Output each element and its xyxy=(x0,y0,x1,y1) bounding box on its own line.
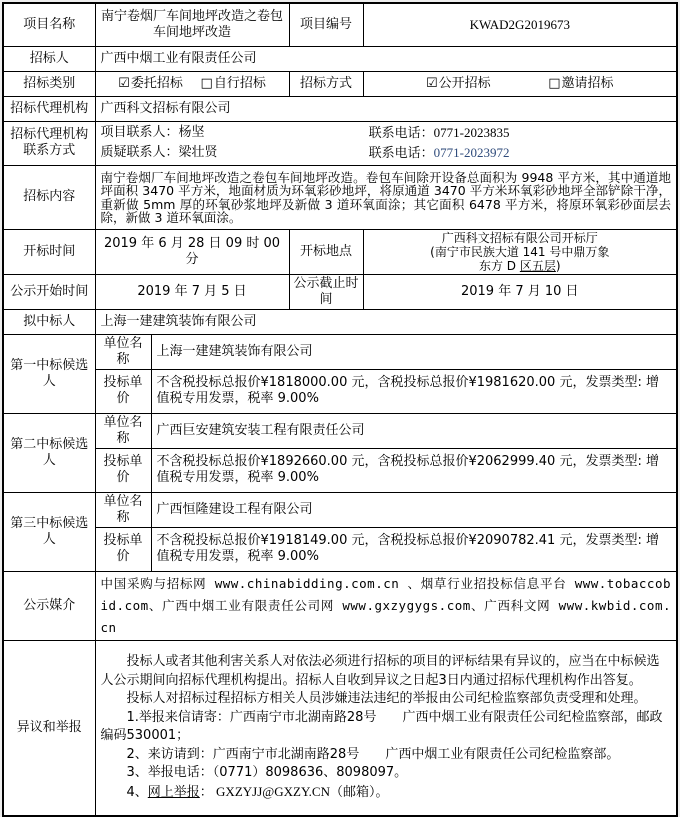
bid-content-label: 招标内容 xyxy=(3,165,95,229)
candidate-1-price: 不含税投标总报价¥1818000.00 元，含税投标总报价¥1981620.00 元，发票类型: 增值税专用发票，税率 9.00% xyxy=(151,369,677,413)
phone-number: 0771-2023835 xyxy=(433,124,510,140)
option-self-bidding xyxy=(201,76,266,92)
publicity-start-value: 2019 年 7 月 5 日 xyxy=(95,274,289,309)
report-item-4 xyxy=(101,783,672,803)
bid-category-label: 招标类别 xyxy=(3,71,95,96)
agency-contact-label xyxy=(3,121,95,165)
option-label: 公开招标 xyxy=(438,75,491,91)
query-contact-phone xyxy=(369,145,671,162)
project-number-label: 项目编号 xyxy=(289,3,363,46)
phone-label: 联系电话： xyxy=(368,125,434,141)
project-name-value: 南宁卷烟厂车间地坪改造之卷包车间地坪改造 xyxy=(95,3,289,46)
opening-place-line3-post: ) xyxy=(555,258,561,273)
option-delegated-bidding xyxy=(118,76,183,92)
query-contact xyxy=(101,145,369,162)
candidate-3-price-label: 投标单价 xyxy=(95,527,151,571)
opening-place-label: 开标地点 xyxy=(289,229,363,274)
option-label: 自行招标 xyxy=(213,75,266,91)
candidate-2-name-label: 单位名称 xyxy=(95,413,151,448)
candidate-1-name: 上海一建建筑装饰有限公司 xyxy=(151,334,677,369)
report-item-1: 1.举报来信请寄：广西南宁市北湖南路28号 广西中烟工业有限责任公司纪检监察部，邮政编码530001； xyxy=(100,709,663,744)
phone-number: 0771-2023972 xyxy=(433,144,510,160)
option-open-bidding xyxy=(426,76,491,92)
opening-time-label: 开标时间 xyxy=(3,229,95,274)
report-item-4-pre: 4、 xyxy=(126,784,148,800)
report-item-2: 2、来访请到：广西南宁市北湖南路28号 广西中烟工业有限责任公司纪检监察部。 xyxy=(126,746,620,762)
candidate-2-label: 第二中标候选人 xyxy=(3,413,95,492)
project-number-value: KWAD2G2019673 xyxy=(363,3,677,46)
option-invited-bidding xyxy=(548,76,613,92)
candidate-1-name-label: 单位名称 xyxy=(95,334,151,369)
project-contact-name: 杨坚 xyxy=(178,124,205,140)
objection-label: 异议和举报 xyxy=(3,640,95,816)
candidate-3-price: 不含税投标总报价¥1918149.00 元，含税投标总报价¥2090782.41 元，发票类型: 增值税专用发票，税率 9.00% xyxy=(151,527,677,571)
tenderer-value: 广西中烟工业有限责任公司 xyxy=(95,46,677,71)
query-contact-name: 梁壮贤 xyxy=(178,144,218,160)
agency-label: 招标代理机构 xyxy=(3,96,95,121)
option-label: 邀请招标 xyxy=(561,75,614,91)
media-label: 公示媒介 xyxy=(3,571,95,640)
opening-place-line2: (南宁市民族大道 141 号中鼎万象 xyxy=(430,244,610,259)
agency-contact-label-line1: 招标代理机构 xyxy=(10,127,89,142)
candidate-3-name-label: 单位名称 xyxy=(95,492,151,527)
agency-contact-label-line2: 联系方式 xyxy=(23,143,76,158)
candidate-3-label: 第三中标候选人 xyxy=(3,492,95,571)
proposed-winner-value: 上海一建建筑装饰有限公司 xyxy=(95,309,677,334)
bid-category-options xyxy=(95,71,289,96)
checkbox-unchecked-icon: □ xyxy=(548,75,561,91)
publicity-end-label: 公示截止时间 xyxy=(289,274,363,309)
opening-time-value: 2019 年 6 月 28 日 09 时 00 分 xyxy=(95,229,289,274)
checkbox-checked-icon: ☑ xyxy=(118,75,130,91)
media-text: 中国采购与招标网 www.chinabidding.com.cn 、烟草行业招投标信息平台 www.tobaccobid.com、广西中烟工业有限责任公司网 www.gxzygygs.com、广西科文网 www.kwbid.com.cn xyxy=(95,571,677,640)
candidate-2-price-label: 投标单价 xyxy=(95,448,151,492)
project-contact-phone xyxy=(369,125,671,142)
project-contact xyxy=(101,125,369,142)
opening-place-line3 xyxy=(366,259,675,273)
option-label: 委托招标 xyxy=(130,75,183,91)
opening-place-line1: 广西科文招标有限公司开标厅 xyxy=(441,230,598,245)
checkbox-unchecked-icon: □ xyxy=(200,75,213,91)
objection-paragraph-2: 投标人对招标过程招标方相关人员涉嫌违法违纪的举报由公司纪检监察部负责受理和处理。 xyxy=(126,691,647,707)
bid-method-label: 招标方式 xyxy=(289,71,363,96)
agency-contact-value xyxy=(95,121,677,165)
opening-place-line3-pre: 东方 D xyxy=(478,258,520,273)
project-contact-label: 项目联系人： xyxy=(100,124,179,140)
publicity-end-value: 2019 年 7 月 10 日 xyxy=(363,274,677,309)
opening-place-line3-underlined: 区五层 xyxy=(519,258,556,273)
opening-place-value xyxy=(363,229,677,274)
objection-paragraph-1: 投标人或者其他利害关系人对依法必须进行招标的项目的评标结果有异议的，应当在中标候选人公示期间向招标代理机构提出。招标人自收到异议之日起3日内通过招标代理机构作出答复。 xyxy=(100,654,660,688)
project-name-label: 项目名称 xyxy=(3,3,95,46)
candidate-1-label: 第一中标候选人 xyxy=(3,334,95,413)
announcement-table xyxy=(2,2,678,817)
query-contact-label: 质疑联系人： xyxy=(100,144,179,160)
tender-result-announcement xyxy=(2,2,678,817)
proposed-winner-label: 拟中标人 xyxy=(3,309,95,334)
bid-method-options xyxy=(363,71,677,96)
phone-label: 联系电话： xyxy=(368,145,434,161)
report-item-4-email: ： GXZYJJ@GXZY.CN（邮箱）。 xyxy=(199,783,389,799)
tenderer-label: 招标人 xyxy=(3,46,95,71)
candidate-1-price-label: 投标单价 xyxy=(95,369,151,413)
candidate-2-name: 广西巨安建筑安装工程有限责任公司 xyxy=(151,413,677,448)
bid-content-text: 南宁卷烟厂车间地坪改造之卷包车间地坪改造。卷包车间除开设备总面积为 9948 平方米，其中通道地坪面积 3470 平方米，地面材质为环氧彩砂地坪，将原通道 3470 平方米环氧彩砂地坪全部铲除干净，重新做 5mm 厚的环氧砂浆地坪及新做 3 道环氧面涂；其它面积 6478 平方米，将原环氧彩砂面层去除，新做 3 道环氧面涂。 xyxy=(95,165,677,229)
report-item-4-underlined: 网上举报 xyxy=(147,784,200,800)
candidate-2-price: 不含税投标总报价¥1892660.00 元，含税投标总报价¥2062999.40 元，发票类型: 增值税专用发票，税率 9.00% xyxy=(151,448,677,492)
publicity-start-label: 公示开始时间 xyxy=(3,274,95,309)
candidate-3-name: 广西恒隆建设工程有限公司 xyxy=(151,492,677,527)
report-item-3: 3、举报电话：（0771）8098636、8098097。 xyxy=(126,765,408,781)
agency-value: 广西科文招标有限公司 xyxy=(95,96,677,121)
objection-text xyxy=(95,640,677,816)
checkbox-checked-icon: ☑ xyxy=(426,75,438,91)
